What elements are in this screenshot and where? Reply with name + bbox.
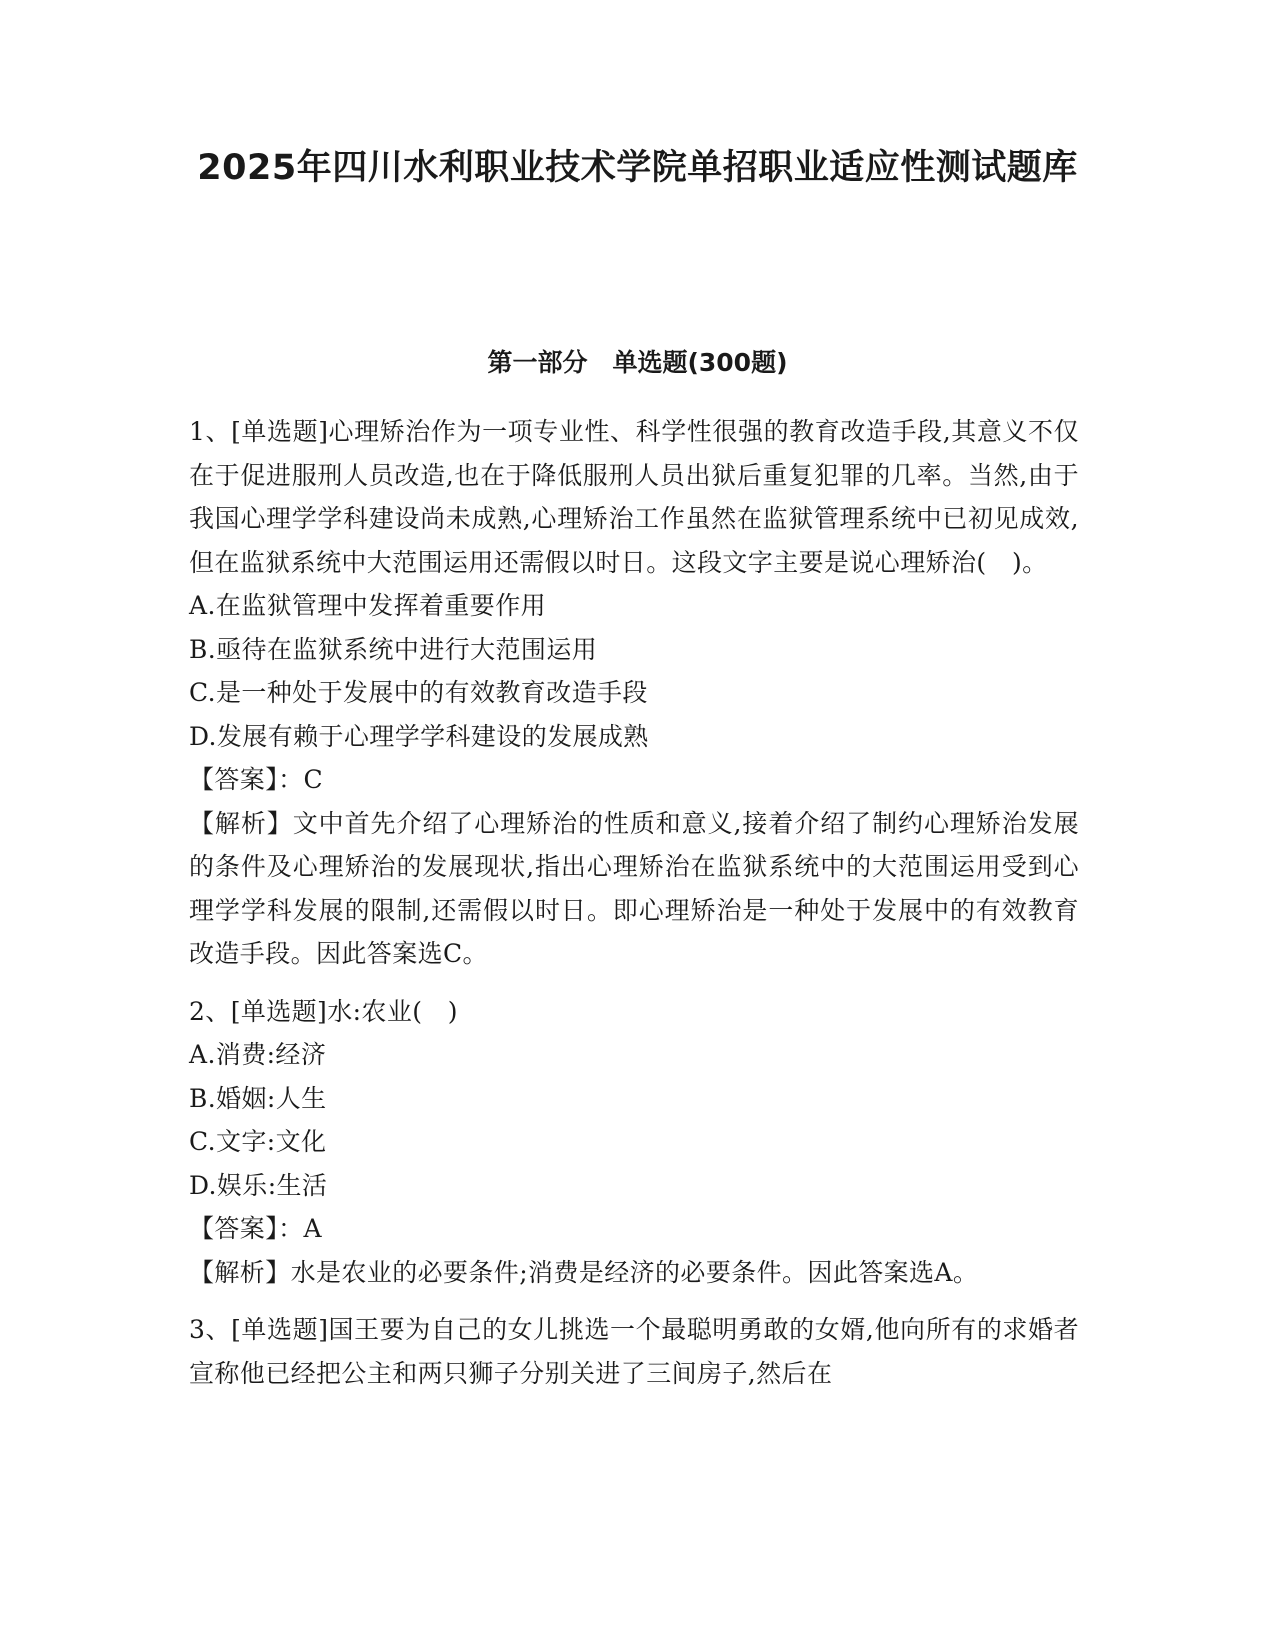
option-a: A.消费:经济 <box>189 1040 327 1069</box>
option-d: D.发展有赖于心理学学科建设的发展成熟 <box>189 721 649 751</box>
question-3 <box>189 1308 1079 1395</box>
answer: 【答案】：A <box>189 1214 322 1243</box>
option-a: A.在监狱管理中发挥着重要作用 <box>189 591 547 620</box>
option-b: B.亟待在监狱系统中进行大范围运用 <box>189 634 598 664</box>
answer: 【答案】：C <box>189 765 324 794</box>
option-b: B.婚姻:人生 <box>189 1083 327 1113</box>
question-list <box>189 410 1079 1395</box>
question-1 <box>189 410 1079 976</box>
option-d: D.娱乐:生活 <box>189 1170 328 1200</box>
option-c: C.文字:文化 <box>189 1127 327 1156</box>
section-heading: 第一部分 单选题(300题) <box>487 348 788 377</box>
question-stem: 1、[单选题]心理矫治作为一项专业性、科学性很强的教育改造手段,其意义不仅在于促进服刑人员改造,也在于降低服刑人员出狱后重复犯罪的几率。当然,由于我国心理学学科建设尚未成熟,心理矫治工作虽然在监狱管理系统中已初见成效,但在监狱系统中大范围运用还需假以时日。这段文字主要是说心理矫治( )。 <box>189 417 1079 577</box>
analysis: 【解析】文中首先介绍了心理矫治的性质和意义,接着介绍了制约心理矫治发展的条件及心理矫治的发展现状,指出心理矫治在监狱系统中的大范围运用受到心理学学科发展的限制,还需假以时日。即心理矫治是一种处于发展中的有效教育改造手段。因此答案选C。 <box>189 808 1079 968</box>
document-title: 2025年四川水利职业技术学院单招职业适应性测试题库 <box>197 148 1078 188</box>
option-c: C.是一种处于发展中的有效教育改造手段 <box>189 678 648 707</box>
question-stem: 3、[单选题]国王要为自己的女儿挑选一个最聪明勇敢的女婿,他向所有的求婚者宣称他已经把公主和两只狮子分别关进了三间房子,然后在 <box>189 1315 1079 1388</box>
question-stem: 2、[单选题]水:农业( ) <box>189 996 458 1026</box>
analysis: 【解析】水是农业的必要条件;消费是经济的必要条件。因此答案选A。 <box>189 1257 979 1287</box>
question-2 <box>189 990 1079 1295</box>
